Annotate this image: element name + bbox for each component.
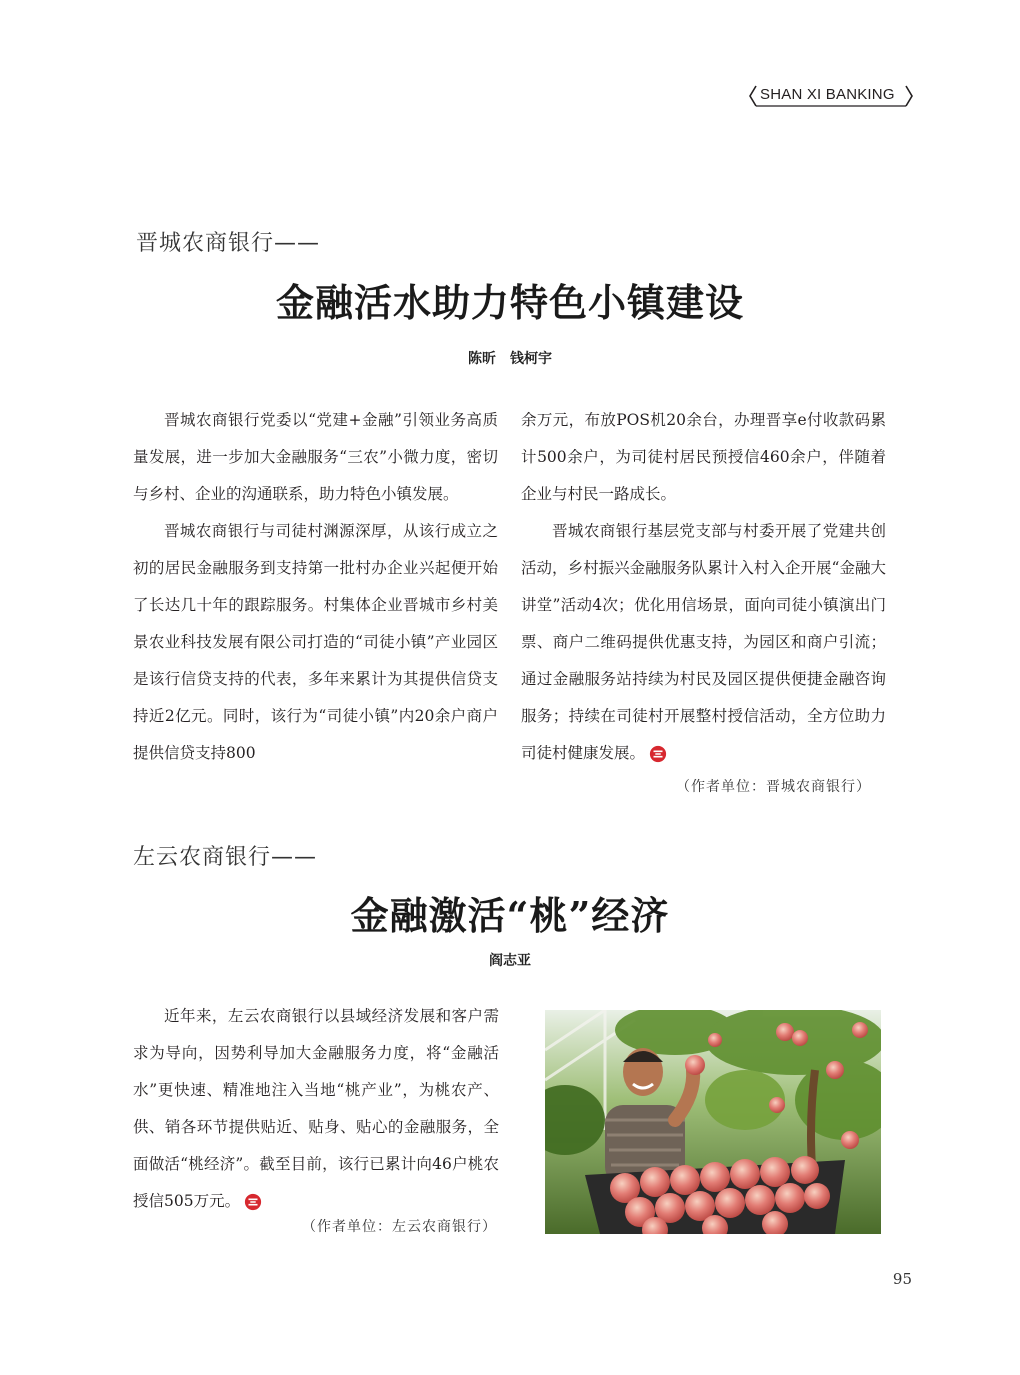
article2-byline: 阎志亚 — [489, 953, 531, 969]
article1-paragraph-2-continued: 余万元，布放POS机20余台，办理晋享e付收款码累计500余户，为司徒村居民预授信460余户，伴随着企业与村民一路成长。 — [521, 411, 886, 503]
article2-kicker: 左云农商银行—— — [133, 845, 318, 870]
article1-paragraph-1: 晋城农商银行党委以“党建+金融”引领业务高质量发展，进一步加大金融服务“三农”小微力度，密切与乡村、企业的沟通联系，助力特色小镇发展。 — [133, 411, 498, 503]
article1-byline: 陈昕 钱柯宇 — [468, 351, 552, 367]
article1-paragraph-3 — [521, 513, 886, 772]
section-tag-label: SHAN XI BANKING — [760, 86, 895, 103]
article2-paragraph-1-text: 近年来，左云农商银行以县域经济发展和客户需求为导向，因势利导加大金融服务力度，将“金融活水”更快速、精准地注入当地“桃产业”，为桃农产、供、销各环节提供贴近、贴身、贴心的金融服务，全面做活“桃经济”。截至目前，该行已累计向46户桃农授信505万元。 — [133, 1007, 499, 1210]
article1-affiliation: （作者单位：晋城农商银行） — [676, 779, 871, 795]
bank-logo-icon — [244, 1193, 262, 1211]
peach-farmer-illustration — [545, 1010, 881, 1234]
bank-logo-icon — [649, 745, 667, 763]
article1-title: 金融活水助力特色小镇建设 — [275, 280, 744, 325]
page-number: 95 — [892, 1270, 912, 1288]
article1-column-left — [133, 402, 498, 772]
article1-paragraph-3-text: 晋城农商银行基层党支部与村委开展了党建共创活动，乡村振兴金融服务队累计入村入企开展“金融大讲堂”活动4次；优化用信场景，面向司徒小镇演出门票、商户二维码提供优惠支持，为园区和商户引流；通过金融服务站持续为村民及园区提供便捷金融咨询服务；持续在司徒村开展整村授信活动，全方位助力司徒村健康发展。 — [521, 522, 886, 762]
peach-farmer-photo — [545, 1010, 881, 1234]
article2-title: 金融激活“桃”经济 — [350, 893, 670, 938]
article1-column-right — [521, 402, 886, 772]
article2-affiliation: （作者单位：左云农商银行） — [302, 1219, 497, 1235]
article1-kicker: 晋城农商银行—— — [136, 231, 321, 256]
article2-paragraph-1 — [133, 998, 499, 1220]
article1-paragraph-2: 晋城农商银行与司徒村渊源深厚，从该行成立之初的居民金融服务到支持第一批村办企业兴起便开始了长达几十年的跟踪服务。村集体企业晋城市乡村美景农业科技发展有限公司打造的“司徒小镇”产业园区是该行信贷支持的代表，多年来累计为其提供信贷支持近2亿元。同时，该行为“司徒小镇”内20余户商户提供信贷支持800 — [133, 522, 498, 762]
article2-column — [133, 998, 499, 1220]
section-tag — [748, 84, 914, 108]
